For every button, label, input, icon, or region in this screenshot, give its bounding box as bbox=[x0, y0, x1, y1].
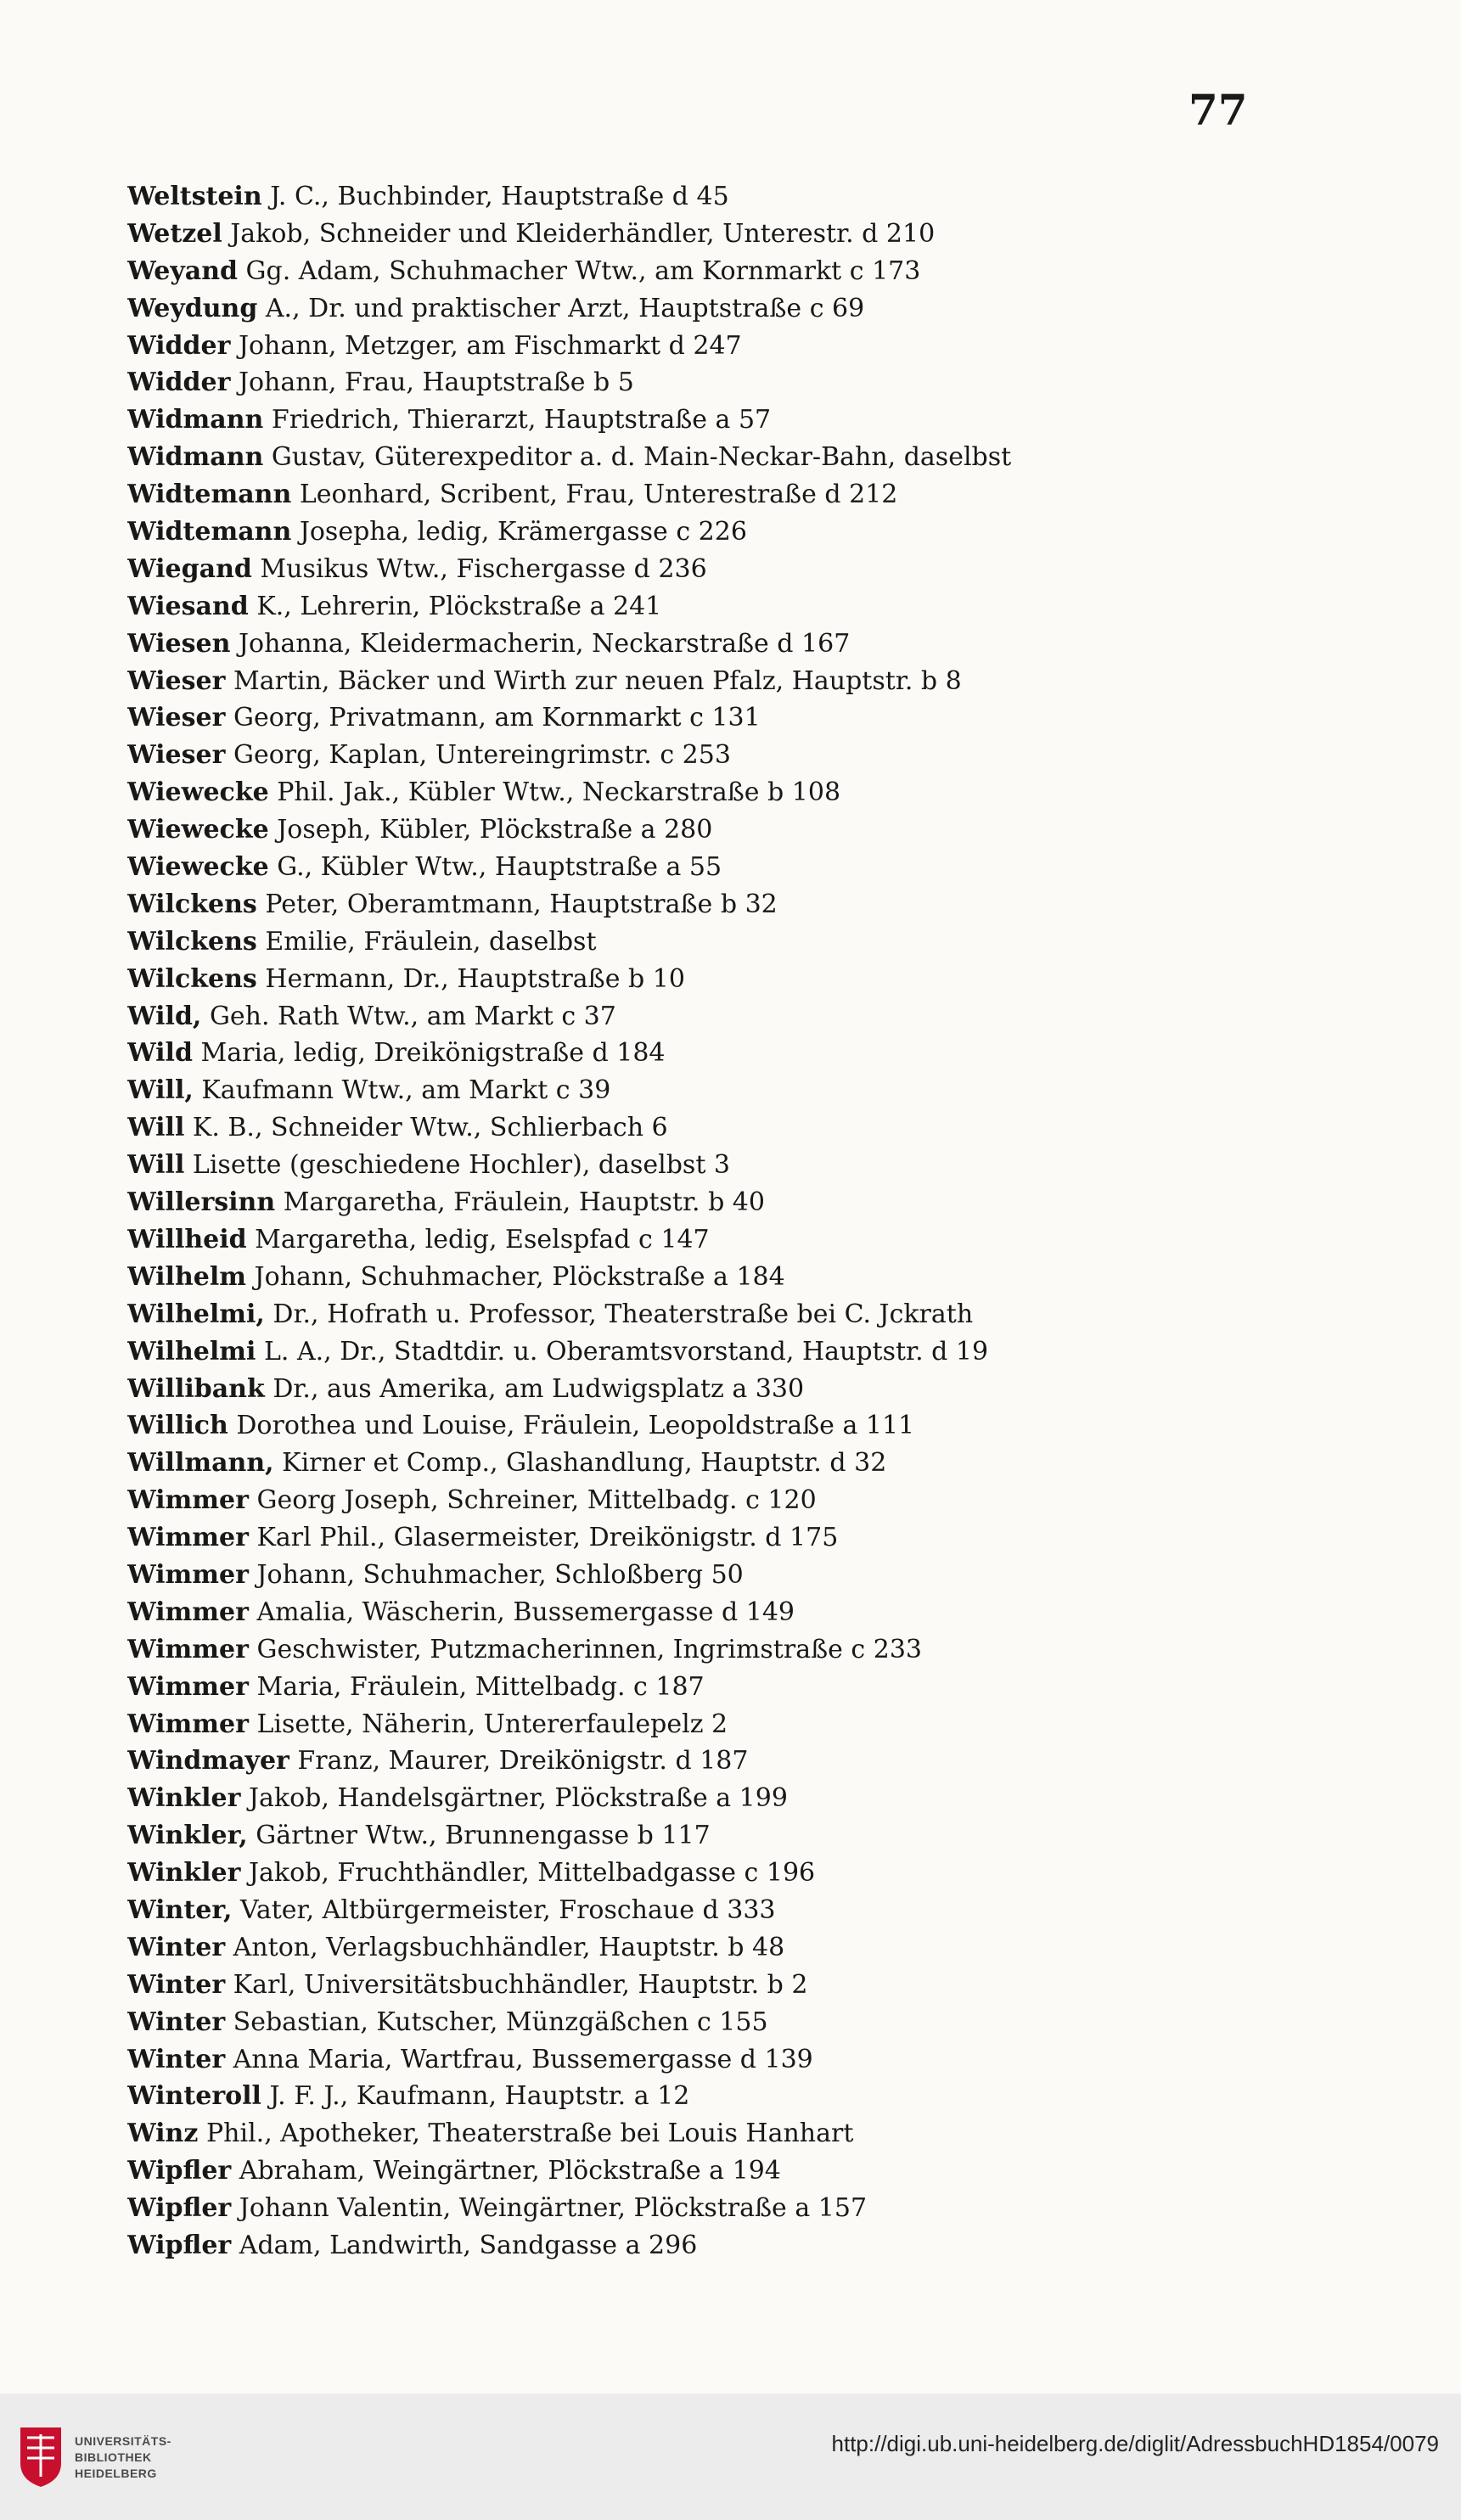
entry-surname: Winkler bbox=[127, 1858, 241, 1889]
entry-surname: Wiesand bbox=[127, 591, 249, 621]
entry-surname: Wieser bbox=[127, 703, 226, 733]
directory-entry bbox=[127, 1519, 1299, 1557]
directory-entry bbox=[127, 811, 1299, 849]
entry-surname: Wipfler bbox=[127, 2193, 232, 2224]
entry-details: Hermann, Dr., Hauptstraße b 10 bbox=[265, 963, 685, 994]
entry-details: Dr., Hofrath u. Professor, Theaterstraße bei C. Jckrath bbox=[273, 1299, 974, 1329]
entry-surname: Winz bbox=[127, 2119, 199, 2149]
entry-surname: Windmayer bbox=[127, 1746, 289, 1776]
entry-surname: Winkler bbox=[127, 1783, 241, 1814]
directory-entry bbox=[127, 2190, 1299, 2227]
entry-surname: Wiegand bbox=[127, 553, 252, 584]
entry-surname: Wiesen bbox=[127, 628, 231, 659]
entry-details: Musikus Wtw., Fischergasse d 236 bbox=[260, 553, 707, 584]
library-name bbox=[75, 2433, 171, 2482]
entry-surname: Winter bbox=[127, 1932, 226, 1962]
directory-entry bbox=[127, 588, 1299, 626]
directory-entry bbox=[127, 849, 1299, 886]
entry-details: Dorothea und Louise, Fräulein, Leopoldstraße a 111 bbox=[236, 1411, 915, 1441]
directory-entry bbox=[127, 1221, 1299, 1259]
entry-details: Maria, ledig, Dreikönigstraße d 184 bbox=[200, 1038, 666, 1069]
entry-surname: Wilhelm bbox=[127, 1261, 246, 1292]
directory-entry bbox=[127, 253, 1299, 290]
directory-entry bbox=[127, 1594, 1299, 1631]
library-name-line-3: HEIDELBERG bbox=[75, 2466, 157, 2480]
footer-bar bbox=[0, 2394, 1461, 2520]
directory-entry bbox=[127, 1929, 1299, 1967]
entry-surname: Wimmer bbox=[127, 1709, 249, 1739]
entry-surname: Will, bbox=[127, 1075, 194, 1106]
entry-details: Leonhard, Scribent, Frau, Unterestraße d 212 bbox=[299, 480, 898, 510]
entry-details: A., Dr. und praktischer Arzt, Hauptstraße c 69 bbox=[265, 293, 865, 323]
directory-entry bbox=[127, 737, 1299, 774]
directory-entry bbox=[127, 2115, 1299, 2152]
entry-surname: Widmann bbox=[127, 442, 264, 473]
entry-surname: Weyand bbox=[127, 255, 238, 286]
entry-surname: Wimmer bbox=[127, 1597, 249, 1627]
directory-entry bbox=[127, 1147, 1299, 1184]
entry-surname: Wimmer bbox=[127, 1671, 249, 1702]
entry-surname: Wiewecke bbox=[127, 815, 269, 845]
entry-surname: Wimmer bbox=[127, 1485, 249, 1516]
entry-details: K., Lehrerin, Plöckstraße a 241 bbox=[256, 591, 662, 621]
entry-details: K. B., Schneider Wtw., Schlierbach 6 bbox=[192, 1113, 668, 1143]
entry-surname: Wilckens bbox=[127, 963, 257, 994]
entry-surname: Wild bbox=[127, 1038, 193, 1069]
library-logo bbox=[17, 2426, 171, 2489]
entry-details: Johann, Frau, Hauptstraße b 5 bbox=[238, 368, 634, 398]
entry-details: Jakob, Fruchthändler, Mittelbadgasse c 196 bbox=[249, 1858, 816, 1889]
entry-details: Margaretha, Fräulein, Hauptstr. b 40 bbox=[283, 1187, 765, 1218]
library-seal-icon bbox=[17, 2426, 65, 2489]
entry-surname: Wimmer bbox=[127, 1634, 249, 1664]
entry-details: Karl, Universitätsbuchhändler, Hauptstr. b 2 bbox=[233, 1969, 808, 2000]
directory-entry bbox=[127, 1631, 1299, 1669]
directory-entry bbox=[127, 216, 1299, 253]
entry-surname: Winter bbox=[127, 2044, 226, 2074]
directory-entry bbox=[127, 1706, 1299, 1743]
entry-details: Georg, Kaplan, Untereingrimstr. c 253 bbox=[233, 740, 731, 771]
directory-entry bbox=[127, 2041, 1299, 2079]
entry-surname: Widder bbox=[127, 330, 231, 361]
directory-entry bbox=[127, 1109, 1299, 1147]
entry-surname: Willersinn bbox=[127, 1187, 276, 1218]
entry-details: J. C., Buchbinder, Hauptstraße d 45 bbox=[270, 182, 729, 211]
entry-surname: Wiewecke bbox=[127, 777, 269, 808]
entry-details: Geschwister, Putzmacherinnen, Ingrimstraße c 233 bbox=[256, 1634, 923, 1664]
library-name-line-1: UNIVERSITÄTS- bbox=[75, 2433, 171, 2448]
directory-entry bbox=[127, 401, 1299, 439]
directory-entry bbox=[127, 1817, 1299, 1855]
entry-surname: Widder bbox=[127, 368, 231, 398]
directory-entry bbox=[127, 514, 1299, 551]
entry-surname: Willmann, bbox=[127, 1448, 274, 1479]
entry-details: Peter, Oberamtmann, Hauptstraße b 32 bbox=[265, 889, 778, 919]
entry-surname: Will bbox=[127, 1150, 185, 1181]
directory-entry bbox=[127, 2078, 1299, 2115]
entry-surname: Wipfler bbox=[127, 2156, 232, 2186]
directory-entry bbox=[127, 1296, 1299, 1333]
directory-entry bbox=[127, 663, 1299, 700]
directory-entry bbox=[127, 1407, 1299, 1445]
directory-entry bbox=[127, 290, 1299, 328]
entry-surname: Weltstein bbox=[127, 182, 262, 211]
directory-entry bbox=[127, 2227, 1299, 2265]
entry-surname: Winter bbox=[127, 1969, 226, 2000]
directory-entry bbox=[127, 1557, 1299, 1594]
entry-details: Georg, Privatmann, am Kornmarkt c 131 bbox=[233, 703, 761, 733]
directory-entry bbox=[127, 364, 1299, 401]
entry-details: Johann Valentin, Weingärtner, Plöckstraße a 157 bbox=[239, 2193, 868, 2224]
directory-entry bbox=[127, 1371, 1299, 1408]
entry-surname: Willheid bbox=[127, 1224, 247, 1254]
entry-details: Martin, Bäcker und Wirth zur neuen Pfalz, Hauptstr. b 8 bbox=[233, 665, 962, 696]
directory-entry bbox=[127, 1855, 1299, 1892]
entry-details: Geh. Rath Wtw., am Markt c 37 bbox=[209, 1001, 616, 1031]
entry-details: Kaufmann Wtw., am Markt c 39 bbox=[201, 1075, 611, 1106]
directory-entry bbox=[127, 2152, 1299, 2190]
directory-entry bbox=[127, 439, 1299, 476]
entry-details: L. A., Dr., Stadtdir. u. Oberamtsvorstand, Hauptstr. d 19 bbox=[263, 1336, 989, 1367]
entry-details: Dr., aus Amerika, am Ludwigsplatz a 330 bbox=[273, 1373, 805, 1404]
directory-entry bbox=[127, 476, 1299, 514]
entry-surname: Wiewecke bbox=[127, 852, 269, 883]
entry-surname: Wilhelmi, bbox=[127, 1299, 265, 1329]
entry-details: Lisette (geschiedene Hochler), daselbst 3 bbox=[192, 1150, 730, 1181]
entry-details: Jakob, Handelsgärtner, Plöckstraße a 199 bbox=[249, 1783, 788, 1814]
directory-entry bbox=[127, 774, 1299, 811]
entry-surname: Willibank bbox=[127, 1373, 265, 1404]
directory-entry bbox=[127, 998, 1299, 1036]
entry-details: Johann, Schuhmacher, Plöckstraße a 184 bbox=[254, 1261, 785, 1292]
entry-details: Joseph, Kübler, Plöckstraße a 280 bbox=[277, 815, 713, 845]
entry-surname: Willich bbox=[127, 1411, 228, 1441]
directory-entry bbox=[127, 1445, 1299, 1482]
directory-entry bbox=[127, 1333, 1299, 1371]
entry-surname: Widmann bbox=[127, 405, 264, 435]
entry-surname: Wimmer bbox=[127, 1523, 249, 1553]
entry-surname: Wilckens bbox=[127, 889, 257, 919]
directory-entry bbox=[127, 328, 1299, 365]
directory-entry bbox=[127, 178, 1299, 216]
entry-details: Vater, Altbürgermeister, Froschaue d 333 bbox=[239, 1894, 776, 1925]
entry-surname: Wieser bbox=[127, 740, 226, 771]
entry-surname: Widtemann bbox=[127, 517, 292, 547]
entry-details: Kirner et Comp., Glashandlung, Hauptstr. d 32 bbox=[282, 1448, 887, 1479]
entry-details: Lisette, Näherin, Untererfaulepelz 2 bbox=[256, 1709, 728, 1739]
entry-surname: Winkler, bbox=[127, 1821, 248, 1851]
entry-details: Emilie, Fräulein, daselbst bbox=[265, 926, 597, 957]
directory-entry bbox=[127, 1259, 1299, 1296]
entry-surname: Widtemann bbox=[127, 480, 292, 510]
entry-details: Georg Joseph, Schreiner, Mittelbadg. c 120 bbox=[256, 1485, 817, 1516]
directory-entry bbox=[127, 1743, 1299, 1780]
entry-surname: Wimmer bbox=[127, 1559, 249, 1590]
directory-entry bbox=[127, 1184, 1299, 1221]
entry-surname: Wilckens bbox=[127, 926, 257, 957]
entry-details: Phil. Jak., Kübler Wtw., Neckarstraße b 108 bbox=[277, 777, 841, 808]
directory-entry bbox=[127, 1669, 1299, 1706]
entry-details: Margaretha, ledig, Eselspfad c 147 bbox=[255, 1224, 710, 1254]
entry-details: Gärtner Wtw., Brunnengasse b 117 bbox=[256, 1821, 711, 1851]
entry-surname: Wieser bbox=[127, 665, 226, 696]
directory-entry bbox=[127, 1780, 1299, 1817]
entry-details: Josepha, ledig, Krämergasse c 226 bbox=[299, 517, 747, 547]
directory-entry bbox=[127, 961, 1299, 998]
entry-details: Anna Maria, Wartfrau, Bussemergasse d 139 bbox=[233, 2044, 813, 2074]
entry-details: Friedrich, Thierarzt, Hauptstraße a 57 bbox=[271, 405, 772, 435]
entry-details: Amalia, Wäscherin, Bussemergasse d 149 bbox=[256, 1597, 795, 1627]
entry-details: Gg. Adam, Schuhmacher Wtw., am Kornmarkt c 173 bbox=[245, 255, 921, 286]
entry-details: J. F. J., Kaufmann, Hauptstr. a 12 bbox=[269, 2081, 690, 2112]
entry-details: Sebastian, Kutscher, Münzgäßchen c 155 bbox=[233, 2006, 768, 2037]
source-url-link[interactable]: http://digi.ub.uni-heidelberg.de/diglit/AdressbuchHD1854/0079 bbox=[831, 2431, 1439, 2456]
directory-entry bbox=[127, 1035, 1299, 1072]
page-number: 77 bbox=[1188, 85, 1248, 135]
entry-details: Johann, Schuhmacher, Schloßberg 50 bbox=[256, 1559, 744, 1590]
directory-entry bbox=[127, 1892, 1299, 1929]
library-name-line-2: BIBLIOTHEK bbox=[75, 2450, 152, 2464]
directory-entry bbox=[127, 699, 1299, 737]
entry-details: Adam, Landwirth, Sandgasse a 296 bbox=[239, 2230, 698, 2260]
directory-entry bbox=[127, 1072, 1299, 1109]
entry-details: Phil., Apotheker, Theaterstraße bei Louis Hanhart bbox=[205, 2119, 854, 2149]
entry-details: Abraham, Weingärtner, Plöckstraße a 194 bbox=[239, 2156, 781, 2186]
entry-surname: Winter bbox=[127, 2006, 226, 2037]
entry-surname: Wetzel bbox=[127, 218, 222, 249]
entry-surname: Winteroll bbox=[127, 2081, 261, 2112]
entry-details: G., Kübler Wtw., Hauptstraße a 55 bbox=[277, 852, 722, 883]
entry-surname: Wild, bbox=[127, 1001, 202, 1031]
directory-entry-list bbox=[127, 178, 1299, 2265]
entry-details: Gustav, Güterexpeditor a. d. Main-Neckar-Bahn, daselbst bbox=[271, 442, 1012, 473]
entry-surname: Wilhelmi bbox=[127, 1336, 256, 1367]
directory-entry bbox=[127, 1482, 1299, 1519]
entry-surname: Weydung bbox=[127, 293, 258, 323]
entry-details: Johann, Metzger, am Fischmarkt d 247 bbox=[238, 330, 742, 361]
entry-details: Franz, Maurer, Dreikönigstr. d 187 bbox=[297, 1746, 749, 1776]
directory-entry bbox=[127, 626, 1299, 663]
directory-entry bbox=[127, 551, 1299, 588]
entry-details: Anton, Verlagsbuchhändler, Hauptstr. b 48 bbox=[233, 1932, 785, 1962]
entry-details: Karl Phil., Glasermeister, Dreikönigstr. d 175 bbox=[256, 1523, 839, 1553]
entry-details: Maria, Fräulein, Mittelbadg. c 187 bbox=[256, 1671, 705, 1702]
entry-surname: Will bbox=[127, 1113, 185, 1143]
directory-entry bbox=[127, 886, 1299, 923]
entry-surname: Wipfler bbox=[127, 2230, 232, 2260]
entry-surname: Winter, bbox=[127, 1894, 233, 1925]
directory-entry bbox=[127, 923, 1299, 961]
directory-entry bbox=[127, 1967, 1299, 2004]
directory-entry bbox=[127, 2004, 1299, 2041]
entry-details: Jakob, Schneider und Kleiderhändler, Unterestr. d 210 bbox=[230, 218, 936, 249]
entry-details: Johanna, Kleidermacherin, Neckarstraße d 167 bbox=[238, 628, 851, 659]
